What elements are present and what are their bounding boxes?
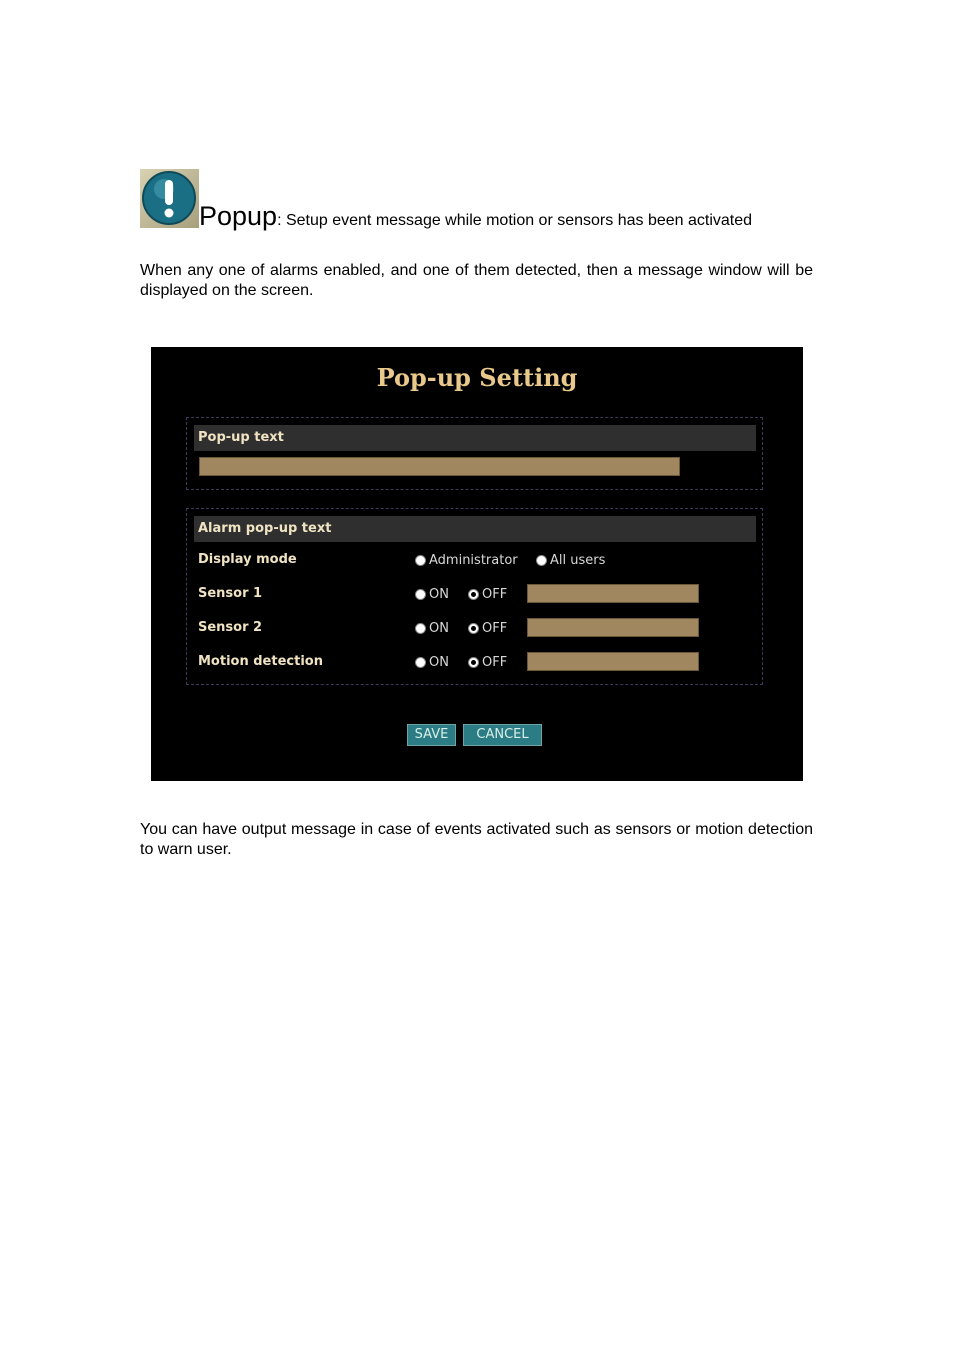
radio-selected-icon xyxy=(468,623,479,634)
radio-selected-icon xyxy=(468,589,479,600)
radio-icon xyxy=(415,623,426,634)
cancel-button[interactable]: CANCEL xyxy=(463,724,542,746)
radio-label: All users xyxy=(550,553,606,568)
sensor1-label: Sensor 1 xyxy=(198,586,263,601)
popup-text-group xyxy=(186,417,763,490)
radio-label: OFF xyxy=(482,621,508,636)
panel-title: Pop-up Setting xyxy=(376,363,578,392)
radio-label: ON xyxy=(429,655,449,670)
motion-off-radio[interactable] xyxy=(468,655,507,670)
popup-text-header: Pop-up text xyxy=(194,425,756,451)
title-text: Popup xyxy=(199,201,278,231)
motion-on-radio[interactable] xyxy=(415,655,449,670)
title-description: : Setup event message while motion or sensors has been activated xyxy=(277,212,753,229)
radio-label: ON xyxy=(429,621,449,636)
radio-selected-icon xyxy=(468,657,479,668)
radio-label: OFF xyxy=(482,655,508,670)
page-title xyxy=(199,201,752,236)
intro-paragraph: When any one of alarms enabled, and one of them detected, then a message window will be displayed on the screen. xyxy=(140,262,813,299)
radio-label: ON xyxy=(429,587,449,602)
save-button[interactable]: SAVE xyxy=(407,724,456,746)
section-heading xyxy=(140,169,840,229)
sensor1-on-radio[interactable] xyxy=(415,587,449,602)
display-mode-administrator[interactable] xyxy=(415,553,518,568)
radio-label: OFF xyxy=(482,587,508,602)
alarm-popup-group xyxy=(186,508,763,685)
popup-setting-panel xyxy=(151,347,803,781)
exclamation-icon xyxy=(140,169,199,228)
motion-detection-label: Motion detection xyxy=(198,654,323,669)
popup-text-input[interactable] xyxy=(199,457,680,476)
sensor2-label: Sensor 2 xyxy=(198,620,263,635)
sensor2-off-radio[interactable] xyxy=(468,621,507,636)
outro-paragraph: You can have output message in case of events activated such as sensors or motion detection to warn user. xyxy=(140,821,813,858)
radio-icon xyxy=(415,589,426,600)
sensor2-message-input[interactable] xyxy=(527,618,699,637)
radio-icon xyxy=(415,657,426,668)
display-mode-all-users[interactable] xyxy=(536,553,605,568)
sensor1-off-radio[interactable] xyxy=(468,587,507,602)
sensor1-message-input[interactable] xyxy=(527,584,699,603)
radio-icon xyxy=(536,555,547,566)
display-mode-label: Display mode xyxy=(198,552,297,567)
radio-label: Administrator xyxy=(429,553,518,568)
sensor2-on-radio[interactable] xyxy=(415,621,449,636)
alarm-popup-header: Alarm pop-up text xyxy=(194,516,756,542)
motion-message-input[interactable] xyxy=(527,652,699,671)
radio-icon xyxy=(415,555,426,566)
